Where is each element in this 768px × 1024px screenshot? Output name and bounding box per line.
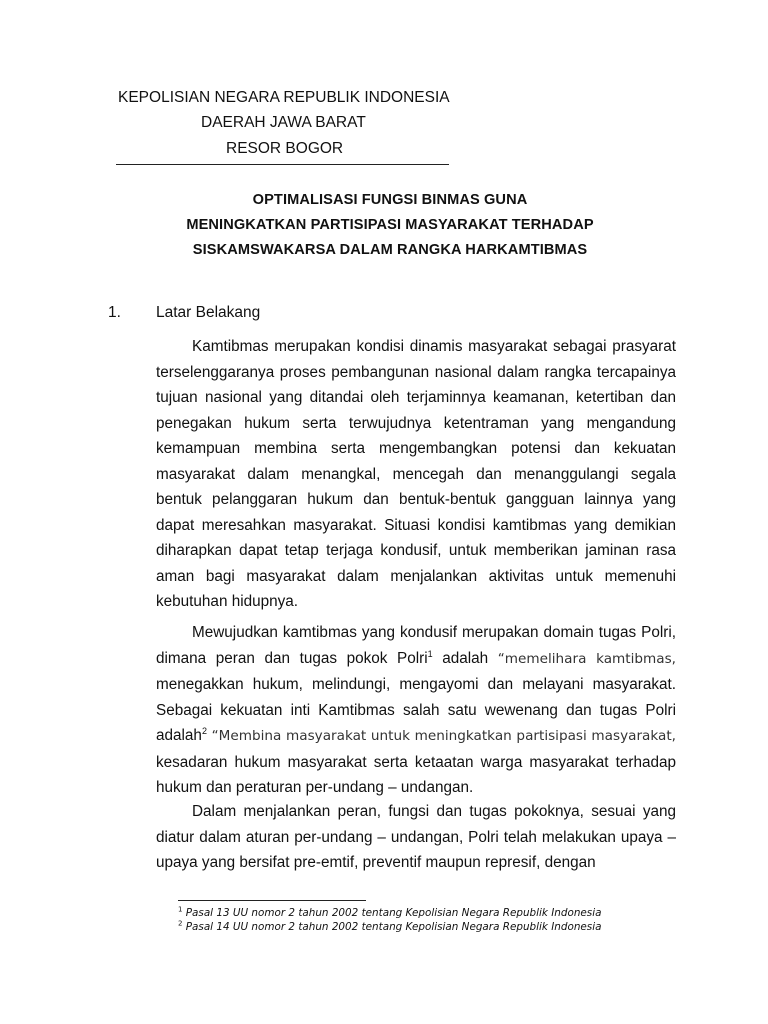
document-title-line-1: OPTIMALISASI FUNGSI BINMAS GUNA xyxy=(252,192,528,208)
footnote-1 xyxy=(178,907,601,920)
header-region: DAERAH JAWA BARAT xyxy=(201,114,366,131)
footnote-ref-1: 1 xyxy=(427,648,433,659)
paragraph-2-text-d: kesadaran hukum masyarakat serta ketaatan warga masyarakat terhadap hukum dan peraturan per-undang – undangan. xyxy=(156,753,676,796)
paragraph-2-text-c: menegakkan hukum, melindungi, mengayomi dan melayani masyarakat. Sebagai kekuatan inti Kamtibmas salah satu wewenang dan tugas Polri adalah xyxy=(156,676,676,744)
section-number: 1. xyxy=(108,304,121,321)
header-institution: KEPOLISIAN NEGARA REPUBLIK INDONESIA xyxy=(118,89,450,106)
footnote-ref-2: 2 xyxy=(201,725,207,736)
document-title-line-3: SISKAMSWAKARSA DALAM RANGKA HARKAMTIBMAS xyxy=(192,242,588,258)
section-title: Latar Belakang xyxy=(156,304,261,321)
footnote-1-text: Pasal 13 UU nomor 2 tahun 2002 tentang Kepolisian Negara Republik Indonesia xyxy=(182,907,602,919)
footnote-2-mark: 2 xyxy=(178,919,183,928)
paragraph-1: Kamtibmas merupakan kondisi dinamis masyarakat sebagai prasyarat terselenggaranya proses pembangunan nasional dalam rangka tercapainya tujuan nasional yang ditandai oleh terjaminnya keamanan, ketertiban dan penegakan hukum serta terwujudnya ketentraman yang mengandung kemampuan membina serta mengembangkan potensi dan kekuatan masyarakat dalam menangkal, mencegah dan menanggulangi segala bentuk pelanggaran hukum dan bentuk-bentuk gangguan lainnya yang dapat meresahkan masyarakat. Situasi kondisi kamtibmas yang demikian diharapkan dapat tetap terjaga kondusif, untuk memberikan jaminan rasa aman bagi masyarakat dalam menjalankan aktivitas untuk memenuhi kebutuhan hidupnya. xyxy=(156,338,676,610)
footnote-divider xyxy=(178,900,366,901)
document-title-line-2: MENINGKATKAN PARTISIPASI MASYARAKAT TERHADAP xyxy=(186,217,594,233)
paragraph-2-text-a: Mewujudkan kamtibmas yang kondusif merupakan domain tugas Polri, dimana peran dan tugas pokok Polri xyxy=(156,624,676,667)
footnote-2 xyxy=(178,921,601,934)
header-resort: RESOR BOGOR xyxy=(226,140,344,157)
header-divider xyxy=(116,164,449,165)
paragraph-2-quote-2: “Membina masyarakat untuk meningkatkan partisipasi masyarakat, xyxy=(206,728,676,744)
paragraph-2-quote-1: “memelihara kamtibmas, xyxy=(497,650,676,667)
paragraph-2-text-b: adalah xyxy=(432,649,498,667)
paragraph-3: Dalam menjalankan peran, fungsi dan tugas pokoknya, sesuai yang diatur dalam aturan per-undang – undangan, Polri telah melakukan upaya – upaya yang bersifat pre-emtif, preventif maupun represif, dengan xyxy=(156,803,676,871)
footnote-2-text: Pasal 14 UU nomor 2 tahun 2002 tentang Kepolisian Negara Republik Indonesia xyxy=(182,921,602,933)
footnote-1-mark: 1 xyxy=(178,905,183,914)
paragraph-2 xyxy=(156,620,676,801)
